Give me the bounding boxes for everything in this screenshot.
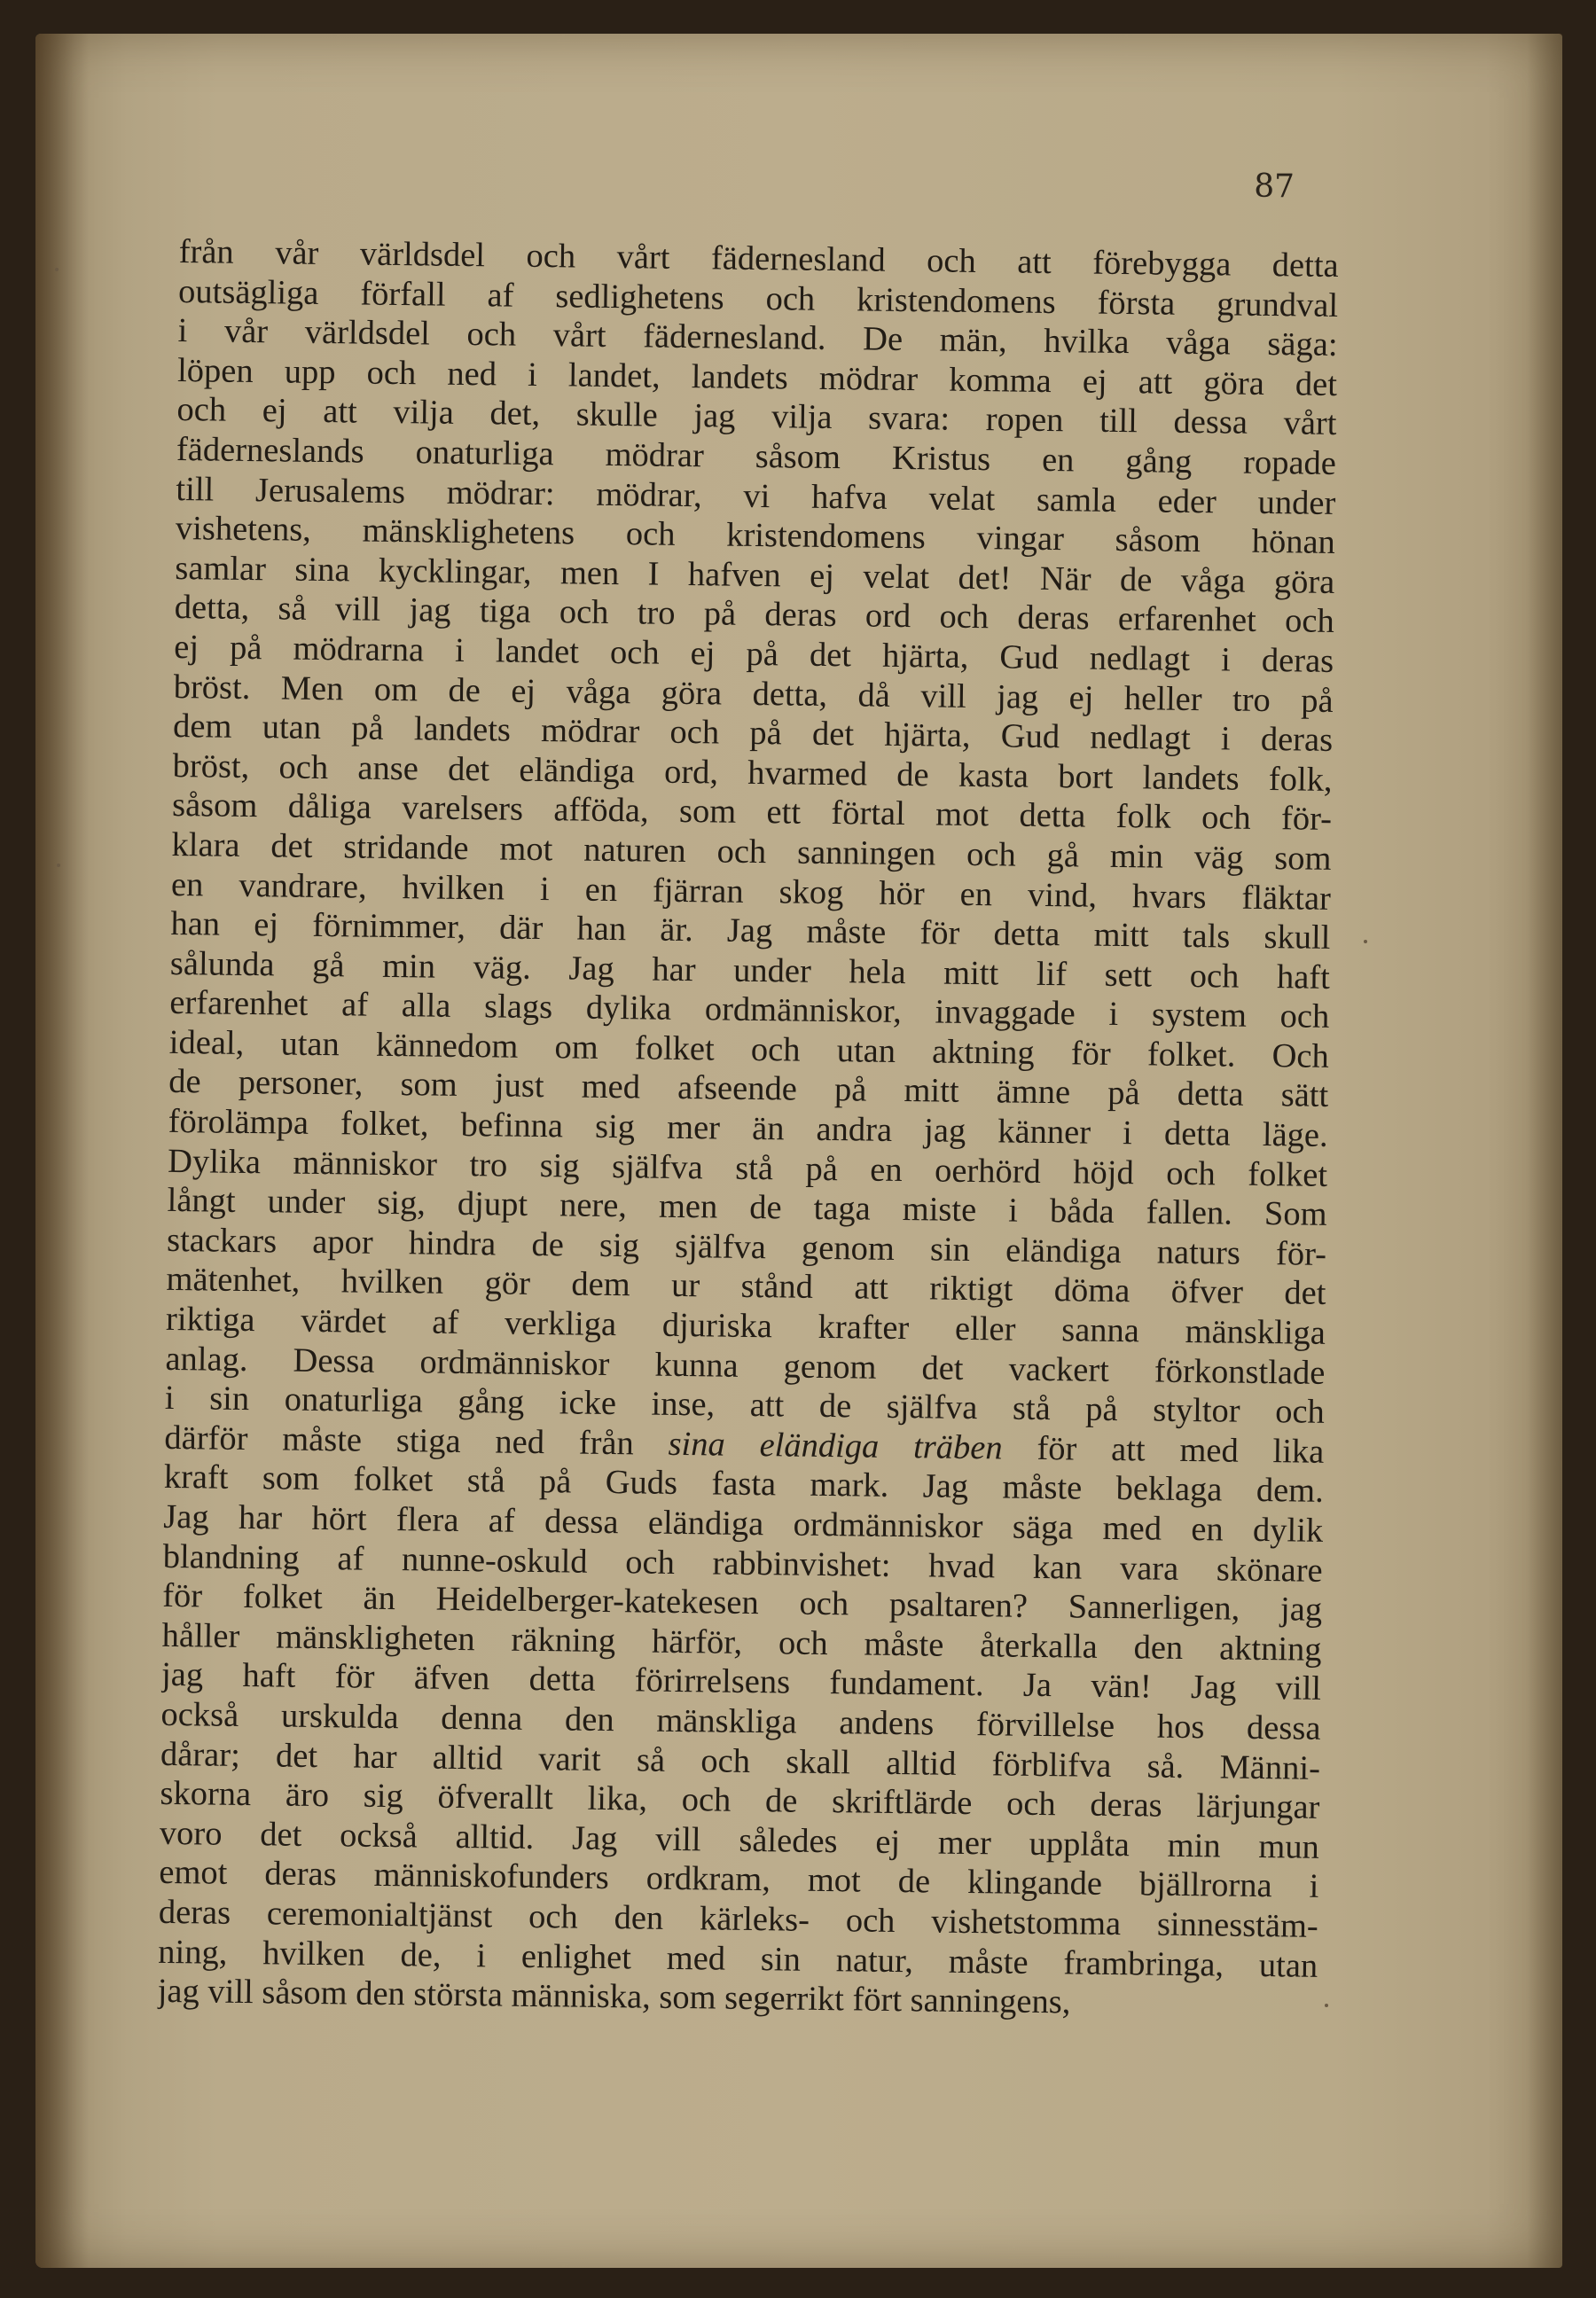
text-line: jag haft för äfven detta förirrelsens fundament. Ja vän! Jag vill (160, 1656, 1322, 1708)
text-line: skorna äro sig öfverallt lika, och de skriftlärde och deras lärjungar (160, 1775, 1320, 1827)
text-line: vishetens, mänsklighetens och kristendomens vingar såsom hönan (175, 510, 1336, 562)
text-line: outsägliga förfall af sedlighetens och kristendomens första grundval (177, 272, 1339, 324)
text-line: deras ceremonialtjänst och den kärleks- och vishetstomma sinnesstäm- (158, 1893, 1319, 1945)
text-line: ej på mödrarna i landet och ej på det hjärta, Gud nedlagt i deras (174, 628, 1334, 680)
text-line: såsom dåliga varelsers afföda, som ett förtal mot detta folk och för- (171, 786, 1333, 839)
text-line: löpen upp och ned i landet, landets mödrar komma ej att göra det (176, 351, 1338, 403)
text-line: anlag. Dessa ordmänniskor kunna genom det vackert förkonstlade (165, 1340, 1326, 1392)
text-line: blandning af nunne-oskuld och rabbinvishet: hvad kan vara skönare (162, 1537, 1323, 1590)
text-line: Dylika människor tro sig själfva stå på en oerhörd höjd och folket (167, 1142, 1328, 1194)
text-line: och ej att vilja det, skulle jag vilja svara: ropen till dessa vårt (176, 391, 1337, 443)
text-line: ning, hvilken de, i enlighet med sin natur, måste frambringa, utan (158, 1933, 1318, 1985)
text-line: de personer, som just med afseende på mitt ämne på detta sätt (168, 1063, 1329, 1115)
text-line: i vår världsdel och vårt fädernesland. De män, hvilka våga säga: (177, 312, 1338, 364)
text-line: voro det också alltid. Jag vill således ej mer upplåta min mun (159, 1814, 1320, 1866)
text-line: fäderneslands onaturliga mödrar såsom Kristus en gång ropade (176, 430, 1337, 482)
text-line: detta, så vill jag tiga och tro på deras ord och deras erfarenhet och (174, 589, 1334, 641)
text-line: stackars apor hindra de sig själfva genom sin eländiga naturs för- (166, 1221, 1327, 1273)
text-line: i sin onaturliga gång icke inse, att de själfva stå på styltor och (164, 1380, 1326, 1432)
paper-speck (1325, 2004, 1328, 2007)
text-line: dårar; det har alltid varit så och skall alltid förblifva så. Männi- (160, 1735, 1321, 1787)
text-line: förolämpa folket, befinna sig mer än andra jag känner i detta läge. (168, 1102, 1328, 1154)
body-text (157, 232, 1338, 2026)
paper-speck (55, 268, 59, 271)
text-line: Jag har hört flera af dessa eländiga ordmänniskor säga med en dylik (163, 1497, 1324, 1550)
text-line: emot deras människofunders ordkram, mot de klingande bjällrorna i (159, 1854, 1319, 1906)
text-run: för att med lika (1002, 1429, 1325, 1471)
text-line: han ej förnimmer, där han är. Jag måste för detta mitt tals skull (170, 905, 1331, 958)
text-line: sålunda gå min väg. Jag har under hela mitt lif sett och haft (169, 944, 1331, 997)
text-line: jag vill såsom den största människa, som segerrikt fört sanningens, (157, 1972, 1071, 2021)
paper-speck (57, 864, 60, 867)
text-line: samlar sina kycklingar, men I hafven ej velat det! När de våga göra (175, 549, 1335, 601)
text-line: för folket än Heidelberger-katekesen och psaltaren? Sannerligen, jag (161, 1577, 1323, 1630)
page-edge-shadow (1527, 34, 1562, 2268)
text-line: mätenhet, hvilken gör dem ur stånd att riktigt döma öfver det (166, 1261, 1326, 1313)
text-line: till Jerusalems mödrar: mödrar, vi hafva velat samla eder under (176, 470, 1336, 522)
text-line: riktiga värdet af verkliga djuriska krafter eller sanna mänskliga (165, 1300, 1326, 1352)
text-line: också urskulda denna den mänskliga andens förvillelse hos dessa (160, 1695, 1321, 1747)
italic-phrase: sina eländiga träben (668, 1425, 1003, 1467)
text-line: från vår världsdel och vårt fädernesland och att förebygga detta (178, 232, 1339, 285)
page-number: 87 (1254, 168, 1295, 205)
text-line: bröst. Men om de ej våga göra detta, då vill jag ej heller tro på (173, 668, 1334, 720)
text-line: klara det stridande mot naturen och sanningen och gå min väg som (171, 825, 1332, 878)
text-line: håller mänskligheten räkning härför, och måste återkalla den aktning (161, 1616, 1322, 1669)
text-line: långt under sig, djupt nere, men de taga miste i båda fallen. Som (167, 1182, 1327, 1234)
text-line: erfarenhet af alla slags dylika ordmänniskor, invaggade i system och (169, 984, 1330, 1036)
text-line: bröst, och anse det eländiga ord, hvarmed de kasta bort landets folk, (172, 746, 1333, 799)
paper-speck (1364, 940, 1367, 943)
text-line: kraft som folket stå på Guds fasta mark. Jag måste beklaga dem. (163, 1458, 1325, 1511)
text-line: en vandrare, hvilken i en fjärran skog hör en vind, hvars fläktar (170, 865, 1332, 918)
text-run: därför måste stiga ned från (164, 1419, 669, 1463)
binding-gutter-shadow (35, 34, 89, 2268)
text-line: dem utan på landets mödrar och på det hjärta, Gud nedlagt i deras (172, 707, 1334, 760)
text-line: ideal, utan kännedom om folket och utan aktning för folket. Och (168, 1023, 1329, 1075)
